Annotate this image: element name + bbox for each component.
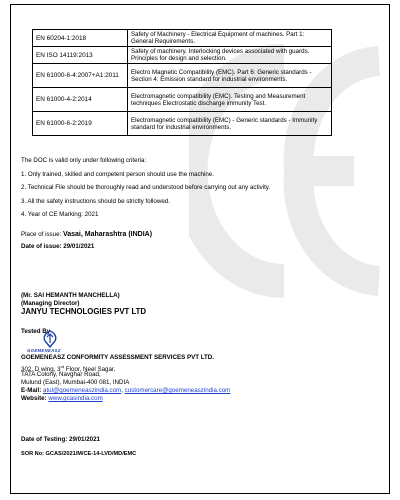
- signatory-name: (Mr. SAI HEMANTH MANCHELLA): [21, 292, 120, 299]
- place-of-issue-label: Place of issue:: [21, 231, 63, 238]
- criteria-heading: The DOC is valid only under following criteria:: [21, 157, 147, 164]
- email-separator: ,: [121, 387, 125, 394]
- tested-by-label: Tested By: [21, 328, 51, 335]
- tester-website: [21, 395, 103, 403]
- date-of-testing: Date of Testing: 29/01/2021: [21, 436, 100, 443]
- signatory-company: JANYU TECHNOLOGIES PVT LTD: [21, 307, 147, 316]
- standard-description: Safety of machinery. Interlocking devices associated with guards. Principles for design and selection.: [128, 47, 332, 64]
- standard-code: EN 61000-4-2:2014: [33, 88, 128, 112]
- address-line1-sup: rd: [60, 364, 65, 369]
- standard-code: EN 61000-6-4:2007+A1:2011: [33, 64, 128, 88]
- email-link-1[interactable]: atul@goemeneaszindia.com: [43, 387, 122, 394]
- place-of-issue-value: Vasai, Maharashtra (INDIA): [62, 231, 153, 238]
- standard-description: Electro Magnetic Compatibility (EMC). Part 6: Generic standards - Section 4: Emission standard for industrial environments.: [128, 64, 332, 88]
- sor-number: SOR No: GCAS/2021/M/CE-14-LVD/MD/EMC: [21, 451, 137, 457]
- tester-email: [21, 387, 230, 395]
- address-line1-post: Floor, Neel Sagar,: [64, 366, 116, 374]
- date-of-issue: [21, 243, 94, 251]
- tester-address-line2: TATA Colony, Navghar Road,: [21, 371, 101, 378]
- email-label: E-Mail:: [21, 387, 44, 394]
- standard-code: EN ISO 14119:2013: [33, 47, 128, 64]
- criteria-item: 1. Only trained, skilled and competent person should use the machine.: [21, 171, 214, 178]
- signatory-title: (Managing Director): [21, 300, 80, 307]
- standard-description: Electromagnetic compatibility (EMC) - Generic standards - Immunity standard for industrial environments.: [128, 112, 332, 136]
- place-of-issue: [21, 231, 152, 239]
- standard-code: EN 60204-1:2018: [33, 30, 128, 47]
- standard-code: EN 61000-6-2:2019: [33, 112, 128, 136]
- table-row: [33, 64, 332, 88]
- criteria-item: 4. Year of CE Marking: 2021: [21, 211, 99, 218]
- website-label: Website:: [21, 395, 49, 402]
- table-row: [33, 30, 332, 47]
- tester-company: GOEMENEASZ CONFORMITY ASSESSMENT SERVICES PVT LTD.: [21, 354, 214, 361]
- criteria-item: 2. Technical File should be thoroughly read and understood before carrying out any activity.: [21, 184, 271, 191]
- email-link-2[interactable]: customercare@goemeneaszindia.com: [124, 387, 231, 394]
- standard-description: Electromagnetic compatibility (EMC). Testing and Measurement techniques Electrostatic discharge immunity Test.: [128, 88, 332, 112]
- criteria-item: 3. All the safety instructions should be strictly followed.: [21, 198, 170, 205]
- table-row: [33, 47, 332, 64]
- goemeneasz-logo-icon: [39, 329, 61, 349]
- certificate-page: [10, 4, 390, 494]
- website-link[interactable]: www.gcasindia.com: [48, 395, 103, 402]
- standards-table: [32, 29, 332, 136]
- address-line1-pre: 302, D wing, 3: [21, 366, 61, 374]
- logo-text: GOEMENEASZ: [27, 348, 61, 353]
- standard-description: Safety of Machinery - Electrical Equipment of machines. Part 1: General Requirements.: [128, 30, 332, 47]
- date-of-issue-value: 29/01/2021: [63, 243, 95, 250]
- date-of-issue-label: Date of issue:: [21, 243, 64, 250]
- table-row: [33, 88, 332, 112]
- table-row: [33, 112, 332, 136]
- tester-address-line3: Mulund (East), Mumbai-400 081, INDIA: [21, 379, 130, 386]
